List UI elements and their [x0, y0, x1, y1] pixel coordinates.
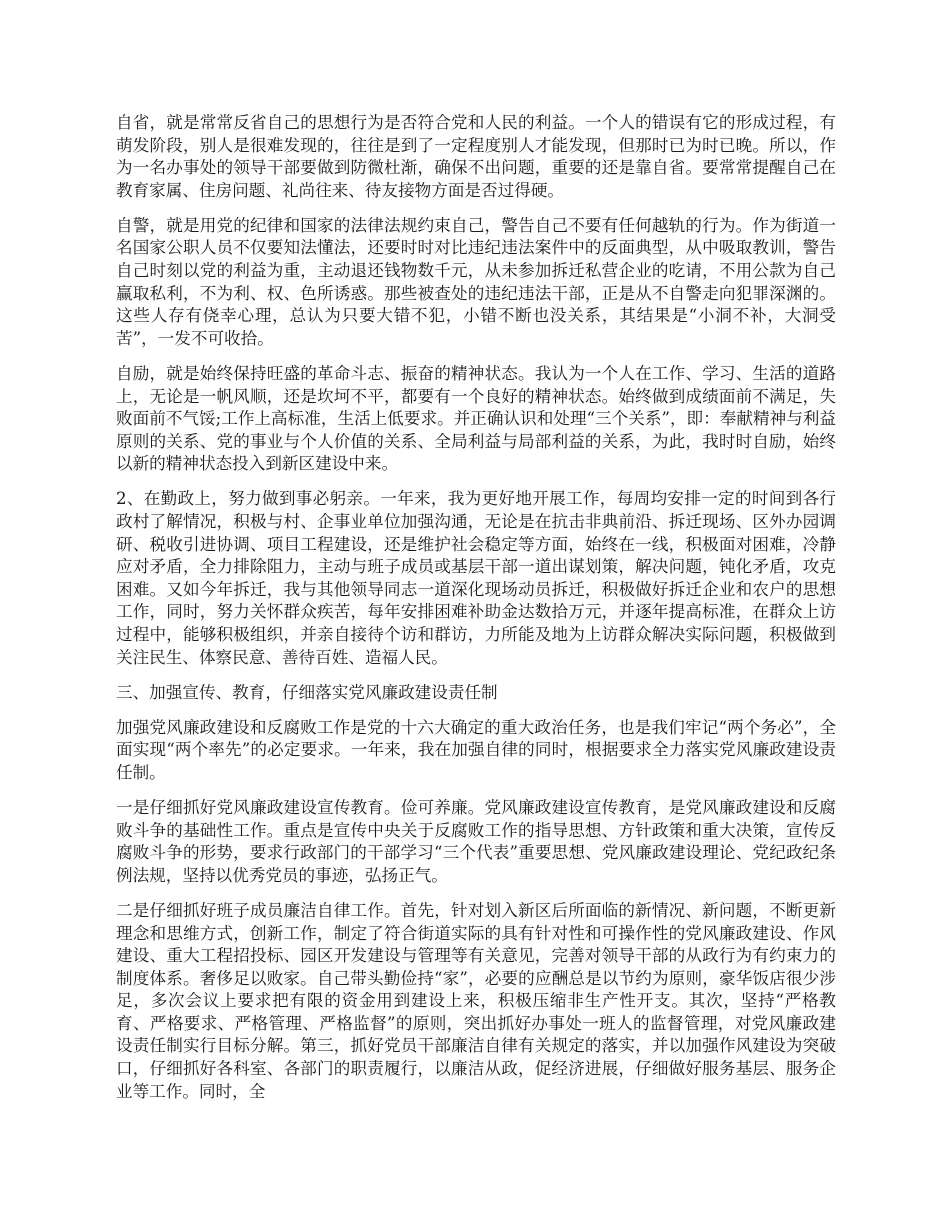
- paragraph-self-reflection: 自省，就是常常反省自己的思想行为是否符合党和人民的利益。一个人的错误有它的形成过程，有萌发阶段，别人是很难发现的，往往是到了一定程度别人才能发现，但那时已为时已晚。所以，作为一名办事处的领导干部要做到防微杜渐，确保不出问题，重要的还是靠自省。要常常提醒自己在教育家属、住房问题、礼尚往来、待友接物方面是否过得硬。: [116, 113, 836, 200]
- paragraph-diligence: 2、在勤政上，努力做到事必躬亲。一年来，我为更好地开展工作，每周均安排一定的时间到各行政村了解情况，积极与村、企事业单位加强沟通，无论是在抗击非典前沿、拆迁现场、区外办园调研、税收引进协调、项目工程建设，还是维护社会稳定等方面，始终在一线，积极面对困难，冷静应对矛盾，全力排除阻力，主动与班子成员或基层干部一道出谋划策，解决问题，钝化矛盾，攻克困难。又如今年拆迁，我与其他领导同志一道深化现场动员拆迁，积极做好拆迁企业和农户的思想工作，同时，努力关怀群众疾苦，每年安排困难补助金达数拾万元，并逐年提高标准，在群众上访过程中，能够积极组织，并亲自接待个访和群访，力所能及地为上访群众解决实际问题，积极做到关注民生、体察民意、善待百姓、造福人民。: [116, 489, 836, 667]
- paragraph-point-one: 一是仔细抓好党风廉政建设宣传教育。俭可养廉。党风廉政建设宣传教育，是党风廉政建设和反腐败斗争的基础性工作。重点是宣传中央关于反腐败工作的指导思想、方针政策和重大决策，宣传反腐败斗争的形势，要求行政部门的干部学习“三个代表”重要思想、党风廉政建设理论、党纪政纪条例法规，坚持以优秀党员的事迹，弘扬正气。: [116, 798, 836, 885]
- paragraph-point-two: 二是仔细抓好班子成员廉洁自律工作。首先，针对划入新区后所面临的新情况、新问题，不断更新理念和思维方式，创新工作，制定了符合街道实际的具有针对性和可操作性的党风廉政建设、作风建设、重大工程招投标、园区开发建设与管理等有关意见，完善对领导干部的从政行为有约束力的制度体系。奢侈足以败家。自己带头勤俭持“家”，必要的应酬总是以节约为原则，豪华饭店很少涉足，多次会议上要求把有限的资金用到建设上来，积极压缩非生产性开支。其次，坚持“严格教育、严格要求、严格管理、严格监督”的原则，突出抓好办事处一班人的监督管理，对党风廉政建设责任制实行目标分解。第三，抓好党员干部廉洁自律有关规定的落实，并以加强作风建设为突破口，仔细抓好各科室、各部门的职责履行，以廉洁从政，促经济进展，仔细做好服务基层、服务企业等工作。同时，全: [116, 900, 836, 1101]
- paragraph-intro-responsibility: 加强党风廉政建设和反腐败工作是党的十六大确定的重大政治任务，也是我们牢记“两个务必”，全面实现“两个率先”的必定要求。一年来，我在加强自律的同时，根据要求全力落实党风廉政建设责任制。: [116, 717, 836, 782]
- section-heading: 三、加强宣传、教育，仔细落实党风廉政建设责任制: [116, 682, 498, 702]
- paragraph-self-motivation: 自励，就是始终保持旺盛的革命斗志、振奋的精神状态。我认为一个人在工作、学习、生活的道路上，无论是一帆风顺，还是坎坷不平，都要有一个良好的精神状态。始终做到成绩面前不满足，失败面前不气馁;工作上高标准，生活上低要求。并正确认识和处理“三个关系”，即：奉献精神与利益原则的关系、党的事业与个人价值的关系、全局利益与局部利益的关系，为此，我时时自励，始终以新的精神状态投入到新区建设中来。: [116, 363, 836, 474]
- paragraph-self-warning: 自警，就是用党的纪律和国家的法律法规约束自己，警告自己不要有任何越轨的行为。作为街道一名国家公职人员不仅要知法懂法，还要时时对比违纪违法案件中的反面典型，从中吸取教训，警告自己时刻以党的利益为重，主动退还钱物数千元，从未参加拆迁私营企业的吃请，不用公款为自己赢取私利，不为利、权、色所诱惑。那些被查处的违纪违法干部，正是从不自警走向犯罪深渊的。这些人存有侥幸心理，总认为只要大错不犯，小错不断也没关系，其结果是“小洞不补，大洞受苦”，一发不可收拾。: [116, 215, 836, 348]
- document-body: [116, 112, 836, 1116]
